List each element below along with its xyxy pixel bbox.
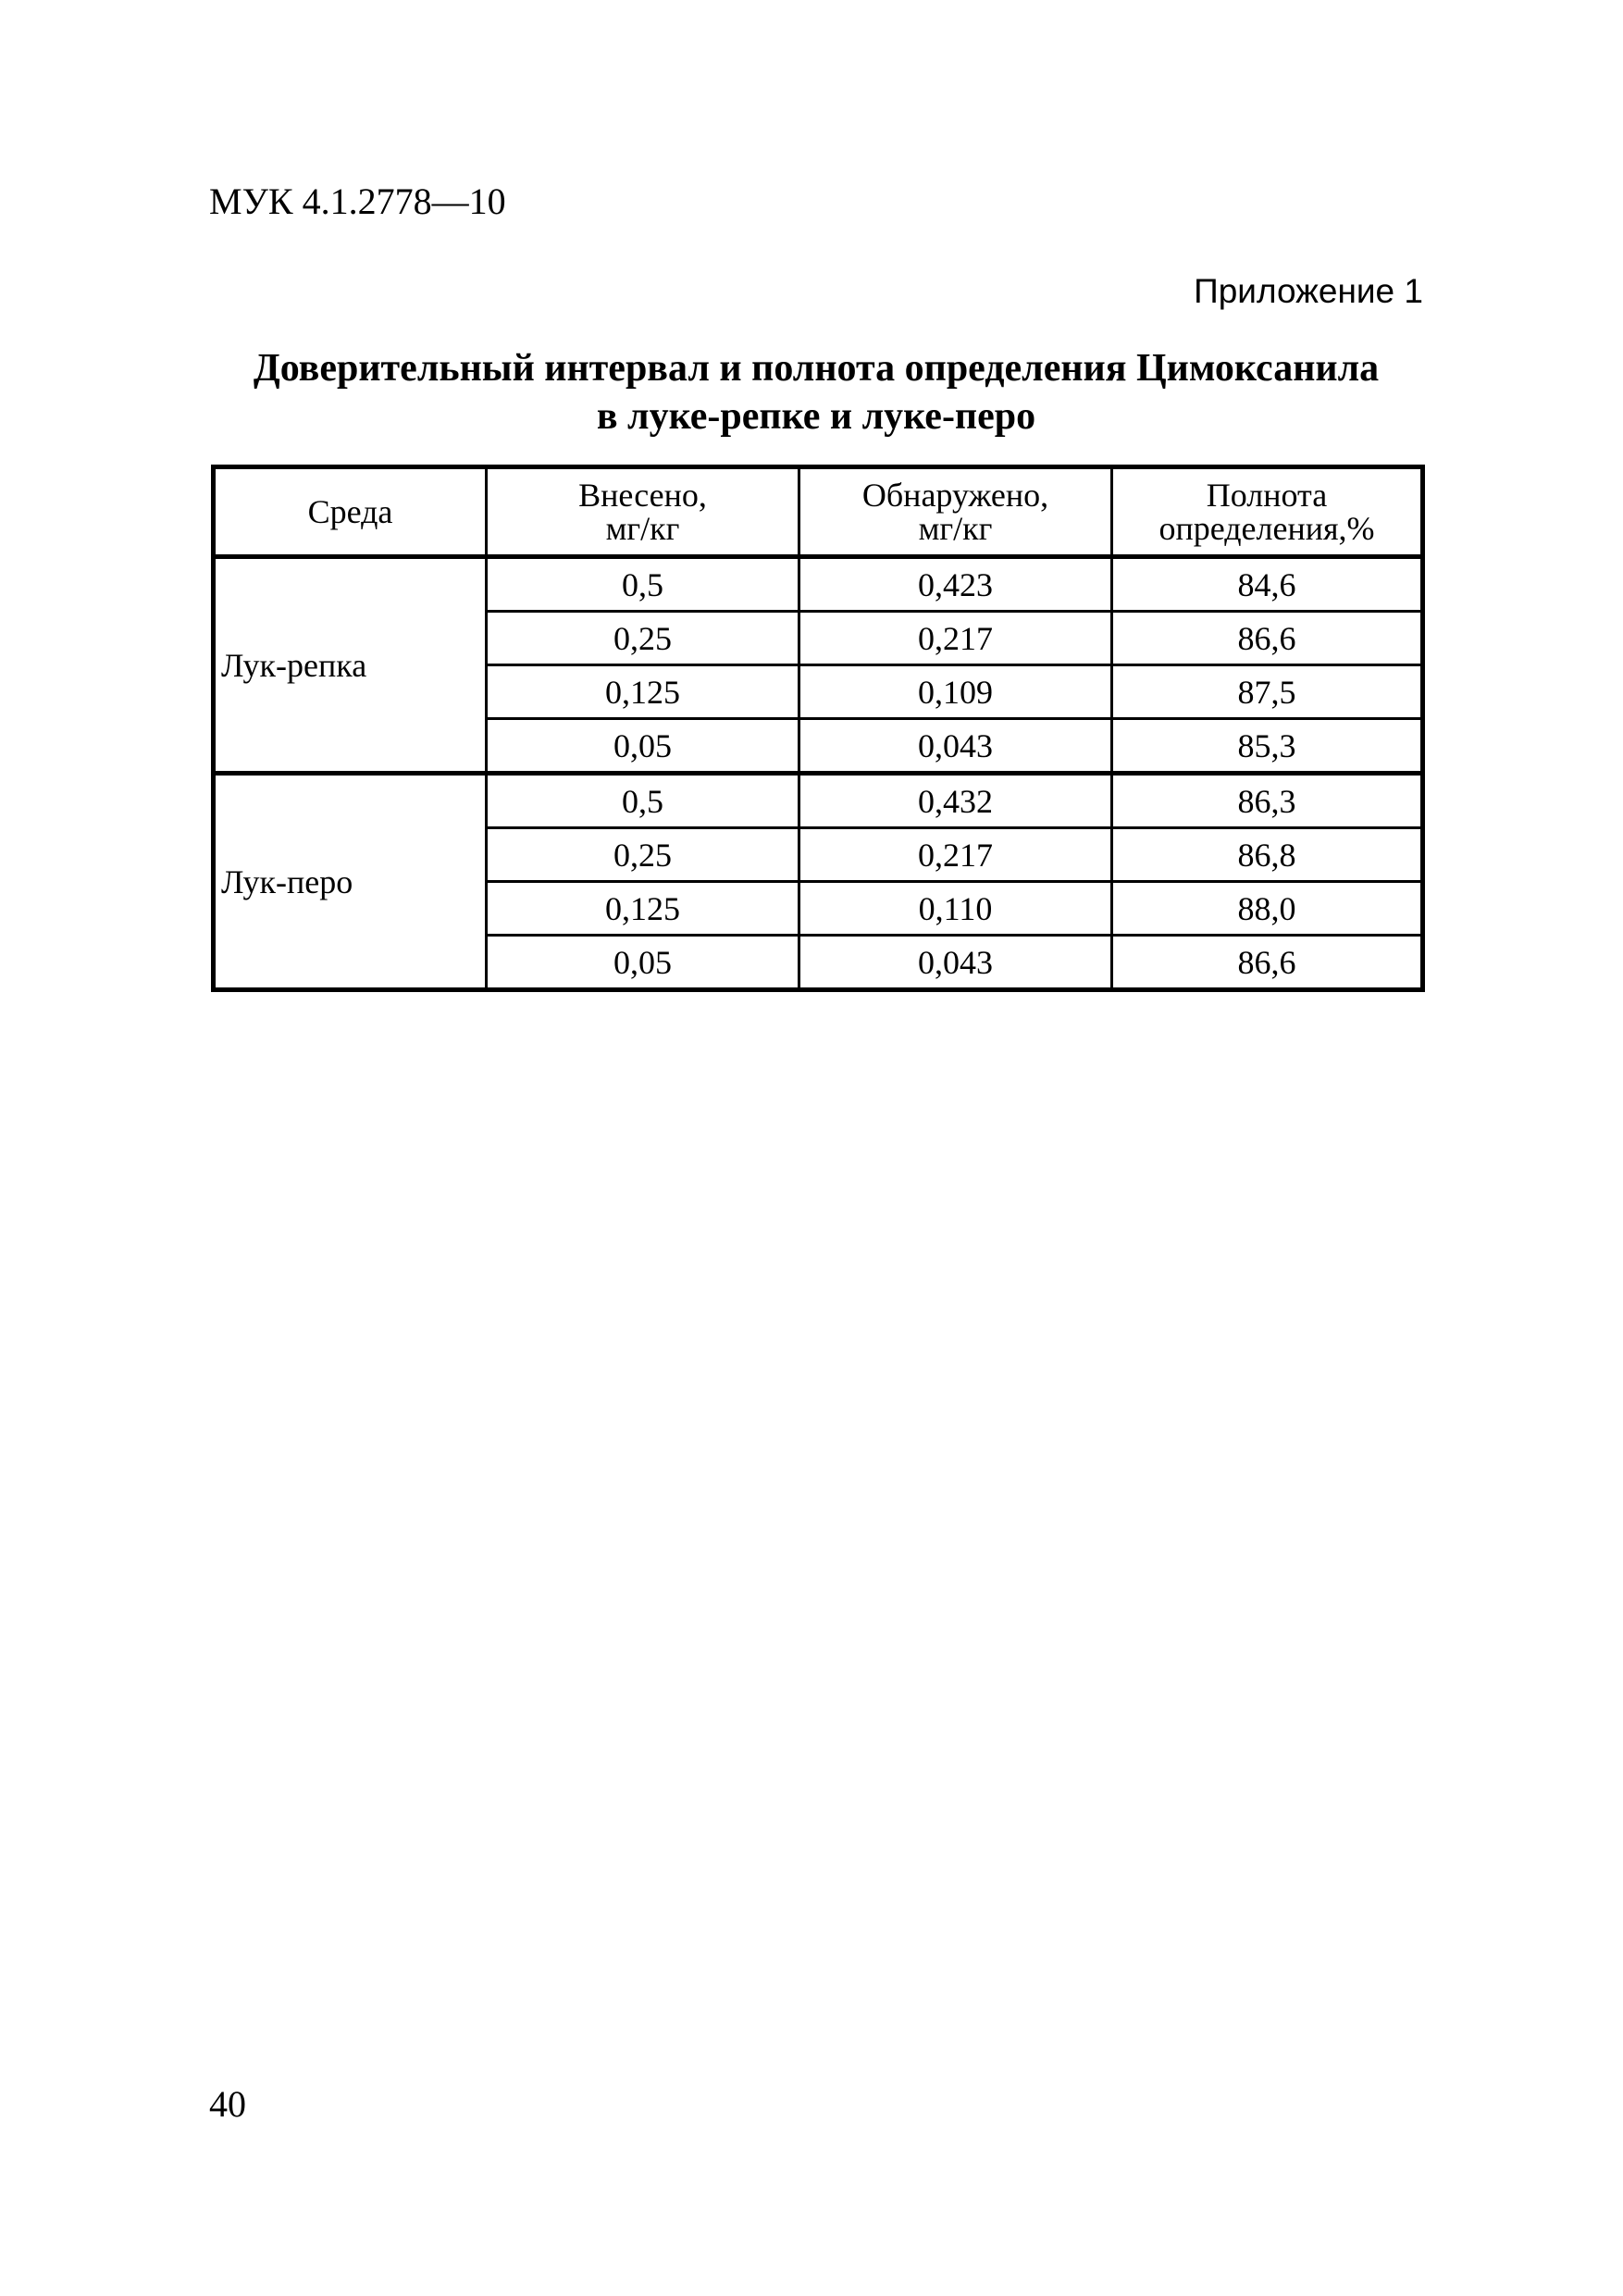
- added-cell: 0,25: [487, 612, 799, 665]
- found-cell: 0,109: [799, 665, 1112, 719]
- table-row: [214, 557, 1423, 612]
- table-header-row: [214, 467, 1423, 557]
- recovery-cell: 86,6: [1112, 612, 1423, 665]
- recovery-cell: 86,6: [1112, 936, 1423, 990]
- appendix-label: Приложение 1: [1194, 272, 1423, 310]
- added-cell: 0,25: [487, 828, 799, 882]
- recovery-cell: 86,3: [1112, 774, 1423, 828]
- added-cell: 0,125: [487, 665, 799, 719]
- added-cell: 0,5: [487, 557, 799, 612]
- recovery-cell: 88,0: [1112, 882, 1423, 936]
- found-cell: 0,110: [799, 882, 1112, 936]
- recovery-cell: 87,5: [1112, 665, 1423, 719]
- found-cell: 0,423: [799, 557, 1112, 612]
- table-title-line-2: в луке-репке и луке-перо: [596, 395, 1036, 438]
- page-number: 40: [209, 2083, 246, 2125]
- recovery-cell: 84,6: [1112, 557, 1423, 612]
- medium-cell: Лук-репка: [214, 557, 487, 774]
- table-title: [209, 344, 1423, 441]
- recovery-cell: 86,8: [1112, 828, 1423, 882]
- added-cell: 0,125: [487, 882, 799, 936]
- header-added: Внесено, мг/кг: [487, 467, 799, 557]
- header-medium: Среда: [214, 467, 487, 557]
- added-cell: 0,05: [487, 936, 799, 990]
- medium-cell: Лук-перо: [214, 774, 487, 990]
- found-cell: 0,043: [799, 719, 1112, 774]
- header-found: Обнаружено, мг/кг: [799, 467, 1112, 557]
- table-row: [214, 774, 1423, 828]
- found-cell: 0,432: [799, 774, 1112, 828]
- header-recovery: Полнота определения,%: [1112, 467, 1423, 557]
- found-cell: 0,217: [799, 828, 1112, 882]
- found-cell: 0,217: [799, 612, 1112, 665]
- table-title-line-1: Доверительный интервал и полнота определения Цимоксанила: [253, 347, 1380, 390]
- document-code: МУК 4.1.2778—10: [209, 180, 506, 222]
- recovery-table: [211, 465, 1425, 992]
- recovery-cell: 85,3: [1112, 719, 1423, 774]
- found-cell: 0,043: [799, 936, 1112, 990]
- added-cell: 0,5: [487, 774, 799, 828]
- added-cell: 0,05: [487, 719, 799, 774]
